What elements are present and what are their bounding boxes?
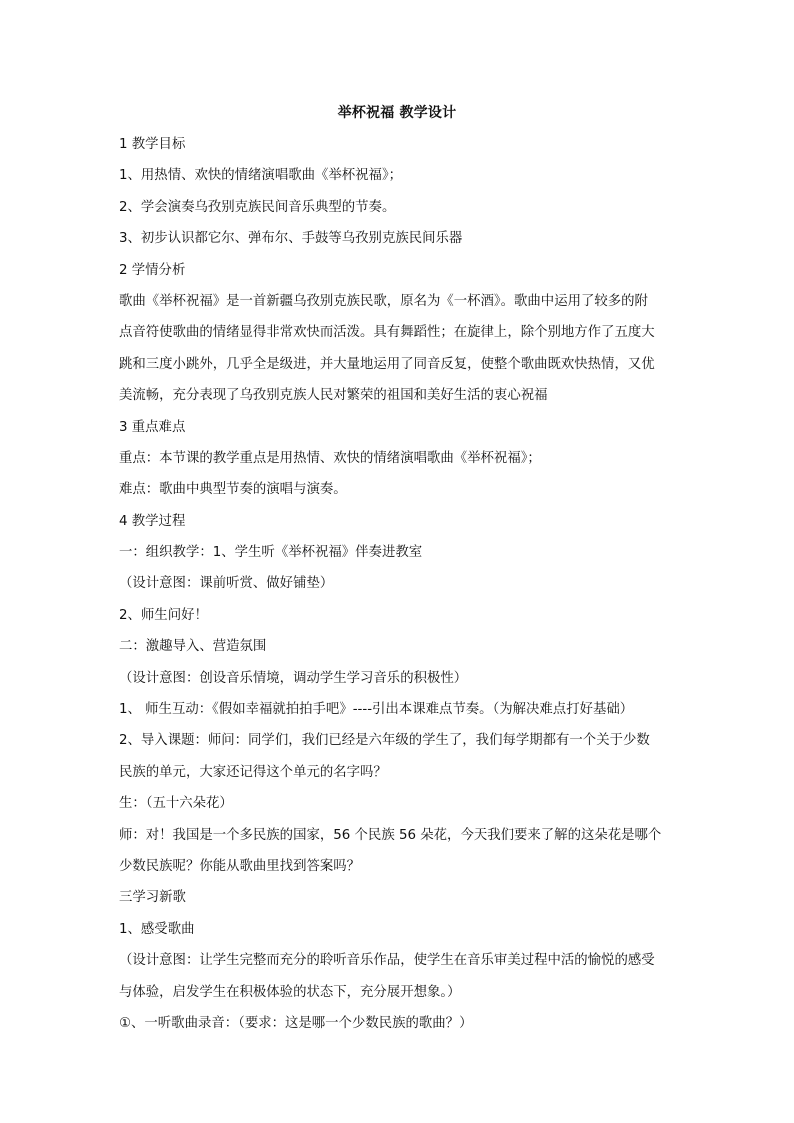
paragraph-line: ①、一听歌曲录音：（要求：这是哪一个少数民族的歌曲？） [119,1015,473,1031]
paragraph-line: 3、初步认识都它尔、弹布尔、手鼓等乌孜别克族民间乐器 [119,231,463,247]
paragraph-line: 1、感受歌曲 [119,921,195,937]
paragraph-line: 歌曲《举杯祝福》是一首新疆乌孜别克族民歌，原名为《一杯酒》。歌曲中运用了较多的附 [119,293,648,309]
paragraph-line: 二：激趣导入、营造氛围 [119,639,267,655]
paragraph-line: 与体验，启发学生在积极体验的状态下，充分展开想象。） [119,984,461,1000]
section-heading-key-points: 3 重点难点 [119,419,186,435]
paragraph-line: 2、导入课题：师问：同学们，我们已经是六年级的学生了，我们每学期都有一个关于少数 [119,733,650,749]
paragraph-line: 1、 师生互动：《假如幸福就拍拍手吧》----引出本课难点节奏。（为解决难点打好基础） [119,702,634,718]
paragraph-line: 一：组织教学：1、学生听《举杯祝福》伴奏进教室 [119,545,423,561]
paragraph-line: 美流畅，充分表现了乌孜别克族人民对繁荣的祖国和美好生活的衷心祝福 [119,388,548,404]
paragraph-line: 2、师生问好！ [119,607,208,623]
section-heading-objectives: 1 教学目标 [119,137,186,152]
paragraph-line: 重点：本节课的教学重点是用热情、欢快的情绪演唱歌曲《举杯祝福》； [119,450,541,466]
paragraph-line: 难点：歌曲中典型节奏的演唱与演奏。 [119,482,347,498]
paragraph-line: （设计意图：让学生完整而充分的聆听音乐作品，使学生在音乐审美过程中活的愉悦的感受 [119,953,655,969]
paragraph-line: 少数民族呢？你能从歌曲里找到答案吗？ [119,858,361,874]
section-heading-process: 4 教学过程 [119,513,186,529]
paragraph-line: 生：（五十六朵花） [119,796,233,812]
paragraph-line: （设计意图：课前听赏、做好铺垫） [119,576,334,592]
section-heading-analysis: 2 学情分析 [119,262,186,278]
document-body [119,135,679,1045]
paragraph-line: 2、学会演奏乌孜别克族民间音乐典型的节奏。 [119,199,396,215]
paragraph-line: 点音符使歌曲的情绪显得非常欢快而活泼。具有舞蹈性；在旋律上，除个别地方作了五度大 [119,325,655,341]
paragraph-line: 跳和三度小跳外，几乎全是级进，并大量地运用了同音反复，使整个歌曲既欢快热情，又优 [119,356,655,372]
document-title: 举杯祝福 教学设计 [337,105,457,121]
paragraph-line: 师：对！我国是一个多民族的国家，56 个民族 56 朵花，今天我们要来了解的这朵花是哪个 [119,827,662,843]
section-heading-new-song: 三学习新歌 [119,890,186,906]
paragraph-line: （设计意图：创设音乐情境，调动学生学习音乐的积极性） [119,670,468,686]
paragraph-line: 民族的单元，大家还记得这个单元的名字吗？ [119,764,387,780]
paragraph-line: 1、用热情、欢快的情绪演唱歌曲《举杯祝福》； [119,168,403,184]
